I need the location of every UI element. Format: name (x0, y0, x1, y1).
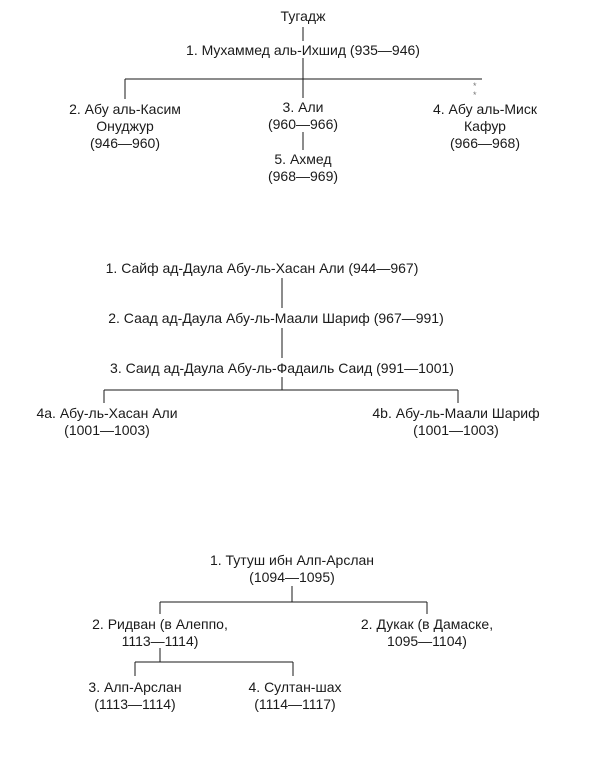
node-label: 4. Абу аль-Миск (432, 101, 538, 117)
node-label: 4. Султан-шах (248, 679, 342, 695)
asterisk-mark: * * (473, 81, 477, 100)
node-label: 3. Саид ад-Даула Абу-ль-Фадаиль Саид (991—1001) (110, 360, 454, 376)
node-dates: (946—960) (89, 135, 161, 151)
node-label: 1. Мухаммед аль-Ихшид (935—946) (186, 42, 420, 58)
node-label: 1. Сайф ад-Даула Абу-ль-Хасан Али (944—967) (105, 260, 419, 276)
node-label: Онуджур (96, 118, 154, 134)
node-dates: 1113—1114) (121, 633, 199, 649)
node-label: 4a. Абу-ль-Хасан Али (36, 405, 178, 421)
node-alp-arslan (88, 679, 181, 713)
node-dates: (1114—1117) (254, 696, 336, 712)
node-sultan-shah (249, 679, 342, 713)
node-abu-al-qasim (69, 101, 181, 152)
node-saad-ad-daula (108, 310, 444, 327)
node-label: 2. Дукак (в Дамаске, (360, 616, 494, 632)
node-dates: (1001—1003) (64, 422, 150, 438)
node-ahmed (268, 151, 338, 185)
node-label: 2. Ридван (в Алеппо, (92, 616, 228, 632)
node-label: 1. Тутуш ибн Алп-Арслан (209, 552, 375, 568)
node-abu-l-maali-sharif (372, 405, 539, 439)
node-label: 5. Ахмед (274, 151, 332, 167)
node-ali (268, 99, 338, 133)
node-label: 2. Саад ад-Даула Абу-ль-Маали Шариф (967—991) (108, 310, 444, 326)
node-dates: (1094—1095) (249, 569, 335, 585)
node-dukak (361, 616, 493, 650)
node-dates: (968—969) (267, 168, 339, 184)
node-tutush (210, 552, 374, 586)
node-sayf-ad-daula (106, 260, 419, 277)
node-muhammad-al-ikhshid (186, 42, 420, 59)
node-label: Тугадж (280, 8, 326, 24)
node-label: Кафур (464, 118, 506, 134)
node-label: 3. Алп-Арслан (88, 679, 182, 695)
node-label: 2. Абу аль-Касим (69, 101, 181, 117)
node-dates: 1095—1104) (387, 633, 467, 649)
node-ridvan (92, 616, 228, 650)
node-label: 3. Али (282, 99, 324, 115)
node-abu-l-hasan-ali (36, 405, 177, 439)
node-dates: (1113—1114) (94, 696, 176, 712)
node-said-ad-daula (110, 360, 454, 377)
node-abu-al-misk-kafur (433, 101, 537, 152)
node-dates: (960—966) (267, 116, 339, 132)
node-dates: (1001—1003) (413, 422, 499, 438)
node-label: 4b. Абу-ль-Маали Шариф (372, 405, 540, 421)
node-tugadj (281, 8, 326, 25)
node-dates: (966—968) (449, 135, 521, 151)
